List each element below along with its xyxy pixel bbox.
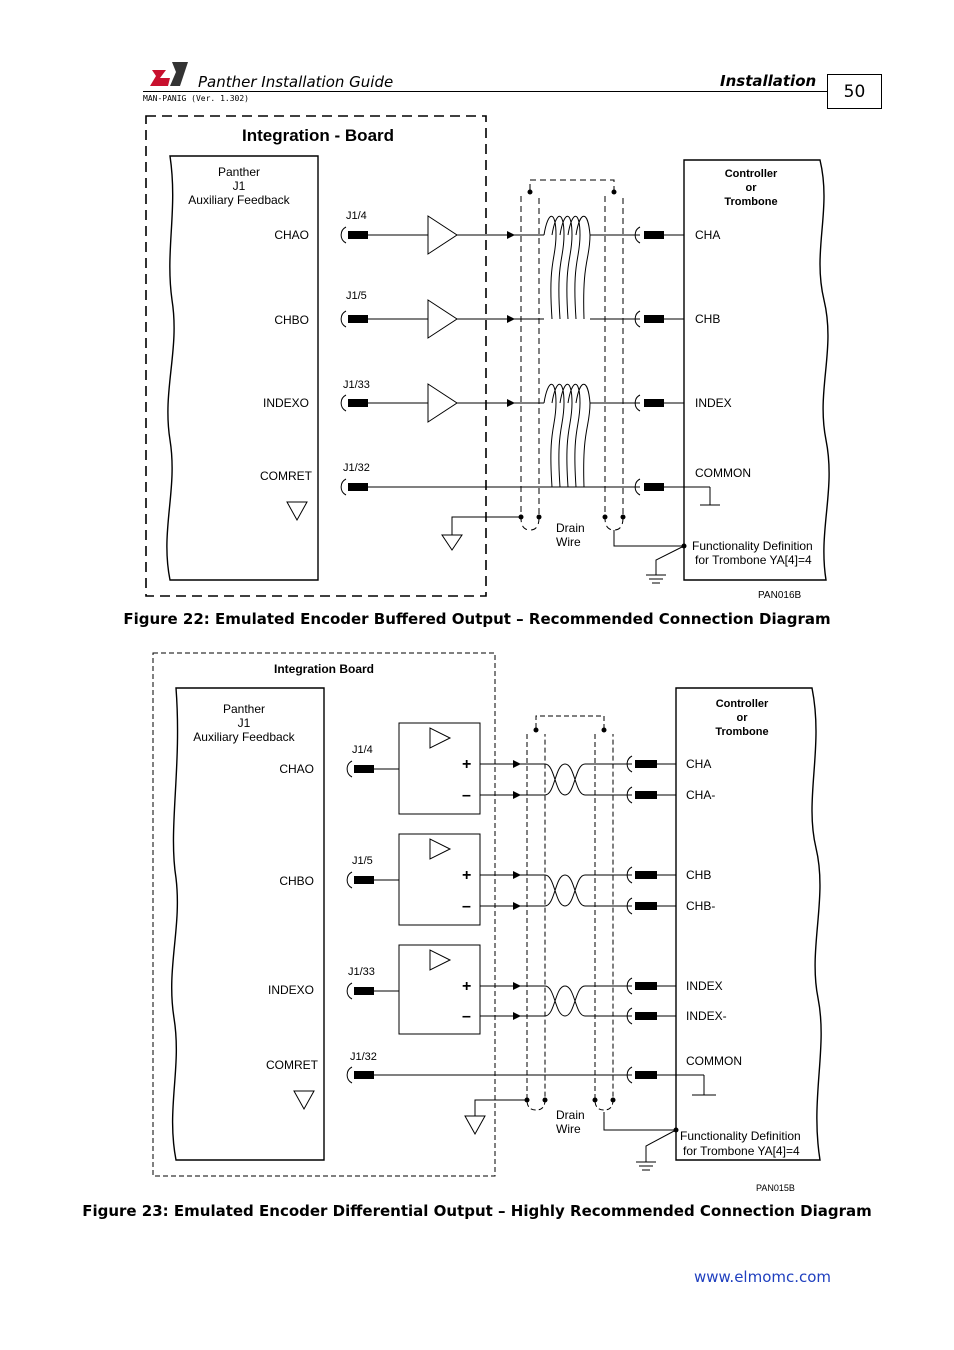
svg-text:J1/5: J1/5 — [352, 855, 373, 867]
svg-text:CHAO: CHAO — [279, 762, 314, 776]
svg-text:+: + — [462, 867, 472, 884]
svg-text:CHBO: CHBO — [279, 874, 314, 888]
website-link[interactable]: www.elmomc.com — [694, 1268, 832, 1286]
elmo-logo-icon — [150, 60, 190, 88]
panther-label: Panther — [217, 165, 261, 179]
signal-row-cha — [279, 723, 715, 814]
ground-icon — [442, 535, 462, 550]
aux-feedback-label: Auxiliary Feedback — [188, 193, 290, 207]
integration-board-title: Integration - Board — [241, 126, 395, 145]
svg-text:Trombone: Trombone — [715, 726, 769, 738]
document-title: Panther Installation Guide — [198, 73, 394, 91]
svg-text:Auxiliary Feedback: Auxiliary Feedback — [193, 730, 295, 744]
figure-23-diagram — [0, 648, 954, 1198]
signal-row-common — [266, 1051, 742, 1095]
svg-text:COMMON: COMMON — [695, 466, 751, 480]
svg-text:COMRET: COMRET — [260, 469, 312, 483]
svg-text:+: + — [462, 978, 472, 995]
trombone-label: Trombone — [724, 196, 778, 208]
document-version: MAN-PANIG (Ver. 1.302) — [143, 94, 249, 103]
svg-text:CHA: CHA — [686, 757, 712, 771]
svg-text:+: + — [462, 756, 472, 773]
wire-label: Wire — [556, 1122, 581, 1136]
svg-text:INDEX-: INDEX- — [686, 1009, 727, 1023]
drain-label: Drain — [556, 521, 585, 535]
functionality-value: for Trombone YA[4]=4 — [683, 1144, 800, 1158]
svg-text:CHB-: CHB- — [686, 899, 716, 913]
svg-text:J1/5: J1/5 — [346, 290, 367, 302]
drain-label: Drain — [556, 1108, 585, 1122]
ground-icon — [465, 1116, 485, 1134]
functionality-label: Functionality Definition — [680, 1129, 801, 1143]
twisted-pair-2 — [544, 384, 590, 487]
signal-row-index — [263, 379, 732, 422]
figure-23-caption: Figure 23: Emulated Encoder Differential Output – Highly Recommended Connection Diagram — [82, 1202, 872, 1220]
svg-text:INDEXO: INDEXO — [267, 983, 314, 997]
figure-code: PAN015B — [756, 1183, 795, 1193]
signal-row-common — [260, 462, 751, 505]
signal-row-chb — [279, 834, 715, 925]
svg-text:CHB: CHB — [695, 312, 721, 326]
svg-text:–: – — [462, 787, 471, 804]
svg-text:J1/4: J1/4 — [352, 744, 373, 756]
svg-text:J1/32: J1/32 — [343, 462, 370, 474]
signal-row-cha — [274, 210, 720, 254]
page-number: 50 — [827, 74, 882, 109]
figure-22-diagram — [0, 110, 954, 605]
functionality-label: Functionality Definition — [692, 539, 813, 553]
section-title: Installation — [720, 72, 817, 90]
svg-text:INDEX: INDEX — [695, 396, 732, 410]
cable-shield — [527, 716, 613, 1110]
integration-board-title: Integration Board — [273, 662, 375, 676]
svg-text:CHAO: CHAO — [274, 228, 309, 242]
svg-text:Panther: Panther — [222, 702, 266, 716]
svg-text:COMMON: COMMON — [686, 1054, 742, 1068]
controller-label: Controller — [724, 168, 778, 180]
svg-text:or: or — [736, 712, 748, 724]
figure-code: PAN016B — [758, 590, 802, 601]
svg-text:J1/33: J1/33 — [348, 966, 375, 978]
signal-row-chb — [274, 290, 720, 338]
svg-text:J1: J1 — [237, 716, 251, 730]
panther-block — [172, 688, 324, 1160]
svg-text:Controller: Controller — [715, 698, 769, 710]
twisted-pair-1 — [544, 216, 590, 319]
svg-text:–: – — [462, 1008, 471, 1025]
svg-text:J1/33: J1/33 — [343, 379, 370, 391]
svg-text:INDEX: INDEX — [686, 979, 723, 993]
or-label: or — [745, 182, 757, 194]
svg-text:INDEXO: INDEXO — [262, 396, 309, 410]
header-rule — [143, 91, 828, 92]
controller-block — [684, 160, 829, 580]
svg-text:J1/32: J1/32 — [350, 1051, 377, 1063]
svg-text:J1/4: J1/4 — [346, 210, 367, 222]
j1-label: J1 — [232, 179, 246, 193]
svg-text:CHB: CHB — [686, 868, 712, 882]
svg-text:CHA-: CHA- — [686, 788, 716, 802]
svg-text:–: – — [462, 898, 471, 915]
svg-text:CHBO: CHBO — [274, 313, 309, 327]
signal-row-index — [268, 945, 727, 1034]
functionality-value: for Trombone YA[4]=4 — [695, 553, 812, 567]
svg-text:COMRET: COMRET — [266, 1058, 318, 1072]
svg-text:CHA: CHA — [695, 228, 721, 242]
wire-label: Wire — [556, 535, 581, 549]
figure-22-caption: Figure 22: Emulated Encoder Buffered Output – Recommended Connection Diagram — [123, 610, 831, 628]
